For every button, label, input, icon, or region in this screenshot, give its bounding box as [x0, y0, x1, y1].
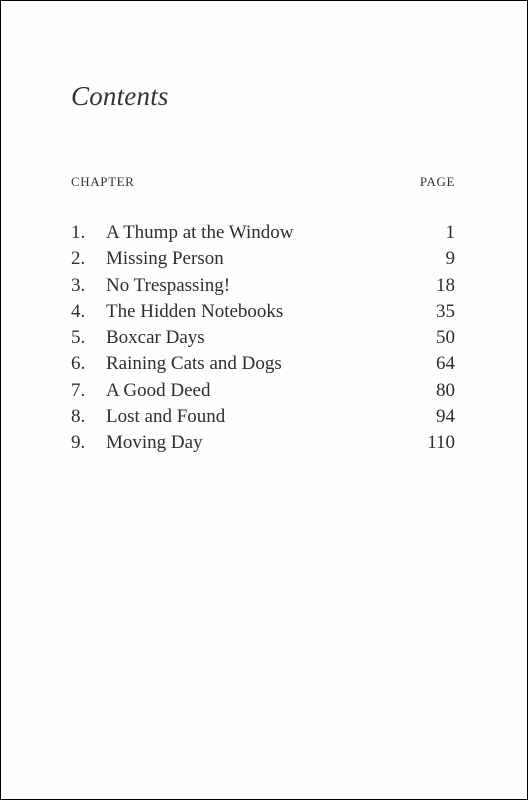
toc-row [71, 325, 455, 351]
chapter-page: 35 [436, 300, 455, 322]
chapter-title: Moving Day [106, 432, 203, 454]
chapter-page: 1 [445, 222, 455, 243]
chapter-title: A Good Deed [106, 379, 211, 401]
toc-row [71, 404, 455, 430]
chapter-header: CHAPTER [71, 174, 135, 189]
page-title: Contents [71, 81, 169, 111]
chapter-page: 80 [436, 379, 455, 401]
chapter-page: 9 [445, 248, 455, 270]
chapter-number: 9. [71, 432, 86, 454]
chapter-number: 1. [71, 222, 86, 243]
chapter-title: Missing Person [106, 248, 224, 270]
toc-row [71, 273, 455, 299]
chapter-number: 6. [71, 353, 86, 375]
chapter-page: 50 [436, 327, 455, 349]
chapter-page: 94 [436, 406, 455, 428]
toc-row [71, 351, 455, 377]
column-headers [71, 174, 455, 192]
toc-row [71, 246, 455, 272]
chapter-number: 8. [71, 406, 86, 428]
toc-row [71, 299, 455, 325]
toc-row [71, 430, 455, 456]
chapter-number: 3. [71, 274, 86, 296]
chapter-title: A Thump at the Window [106, 222, 294, 243]
chapter-title: No Trespassing! [106, 274, 231, 296]
chapter-title: Lost and Found [106, 406, 226, 428]
page-header: PAGE [419, 174, 455, 189]
table-of-contents [71, 220, 455, 457]
chapter-page: 64 [436, 353, 455, 375]
chapter-title: The Hidden Notebooks [106, 300, 284, 322]
chapter-page: 110 [427, 432, 455, 454]
chapter-number: 4. [71, 300, 86, 322]
toc-row [71, 220, 455, 246]
chapter-number: 5. [71, 327, 86, 349]
chapter-number: 7. [71, 379, 86, 401]
chapter-title: Raining Cats and Dogs [106, 353, 282, 375]
chapter-title: Boxcar Days [106, 327, 205, 349]
chapter-page: 18 [436, 274, 455, 296]
toc-row [71, 378, 455, 404]
chapter-number: 2. [71, 248, 86, 270]
